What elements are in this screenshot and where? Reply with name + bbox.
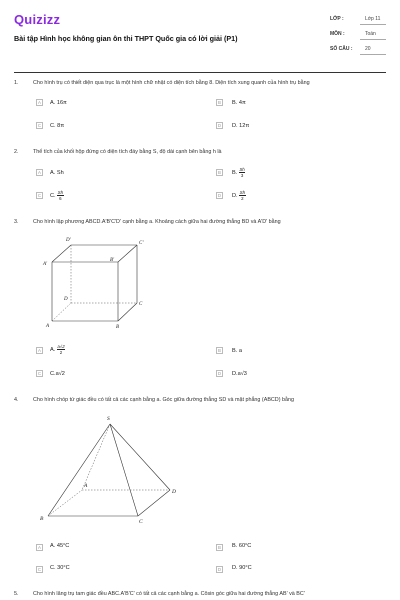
option-a-text[interactable]: A. Sh [50, 170, 64, 176]
edge-sd [110, 424, 170, 490]
option-d-box[interactable]: D [217, 123, 222, 128]
option-d-text[interactable]: D. 90°C [232, 565, 252, 571]
option-b-text[interactable]: B. 60°C [232, 543, 252, 549]
fraction [239, 190, 245, 201]
fraction [239, 167, 245, 178]
fraction-denominator: 6 [59, 196, 62, 201]
question-number: 3. [14, 219, 19, 225]
fraction-denominator: 2 [241, 196, 244, 201]
vertex-label: B [40, 516, 44, 522]
question-number: 4. [14, 397, 19, 403]
question-text: Thể tích của khối hộp đứng có diện tích đáy bằng S, độ dài cạnh bên bằng h là [33, 149, 222, 155]
fraction-denominator: 3 [240, 173, 244, 178]
vertex-label: C [139, 519, 143, 525]
vertex-label: C [139, 302, 143, 307]
fraction-numerator: Sh [57, 190, 64, 195]
edge-b1c1 [118, 245, 137, 262]
subject-label: MÔN : [330, 31, 345, 37]
option-a-text[interactable]: A. 45°C [50, 543, 70, 549]
option-c-text[interactable] [50, 190, 64, 201]
option-b-text[interactable]: B. a [232, 348, 242, 354]
option-c-prefix: C. [50, 192, 56, 199]
fraction [57, 190, 63, 201]
count-label: SỐ CÂU : [330, 46, 353, 52]
option-b-box[interactable]: B [216, 347, 223, 354]
option-a-box[interactable]: A [36, 347, 43, 354]
vertex-label: B' [110, 258, 115, 263]
option-c-box[interactable]: C [37, 371, 42, 376]
edge-sc [110, 424, 138, 516]
vertex-label: B [116, 325, 120, 330]
pyramid-figure [38, 412, 188, 527]
class-value: Lớp 11 [365, 16, 381, 22]
option-a-text[interactable]: A. 16π [50, 100, 67, 106]
option-c-box[interactable]: C [37, 567, 42, 572]
option-d-text[interactable]: D. 12π [232, 123, 250, 129]
option-b-box[interactable]: B [216, 544, 223, 551]
option-b-box[interactable]: B [216, 99, 223, 106]
option-a-text[interactable] [50, 344, 65, 355]
fraction [57, 344, 65, 355]
class-underline [360, 24, 386, 25]
header-divider [14, 72, 386, 73]
question-number: 5. [14, 591, 19, 597]
vertex-label: S [107, 416, 110, 422]
option-b-box[interactable]: B [216, 169, 223, 176]
count-underline [360, 54, 386, 55]
cube-figure [36, 232, 146, 332]
worksheet-title: Bài tập Hình học không gian ôn thi THPT Quốc gia có lời giải (P1) [14, 34, 238, 43]
option-c-text[interactable]: C. 8π [50, 123, 65, 129]
option-a-box[interactable]: A [36, 544, 43, 551]
option-b-text[interactable] [232, 167, 245, 178]
hidden-edge-sa [82, 424, 110, 490]
option-a-prefix: A. [50, 346, 56, 353]
option-d-box[interactable]: D [217, 371, 222, 376]
question-text: Cho hình chóp tứ giác đều có tất cả các cạnh bằng a. Góc giữa đường thẳng SD và mặt phẳng (ABCD) bằng [33, 397, 294, 403]
vertex-label: A [84, 483, 88, 489]
fraction-denominator: 2 [59, 350, 63, 355]
fraction-numerator: a√2 [57, 344, 65, 349]
fraction-numerator: Sh [239, 167, 245, 172]
vertex-label: D [172, 489, 176, 495]
option-d-text[interactable]: D.a√3 [232, 371, 247, 377]
count-value: 20 [365, 46, 371, 52]
option-b-prefix: B. [232, 169, 238, 176]
vertex-label: D [64, 297, 68, 302]
option-d-box[interactable]: D [217, 567, 222, 572]
subject-value: Toán [365, 31, 376, 37]
option-d-text[interactable] [232, 190, 246, 201]
vertex-label: A' [43, 262, 48, 267]
vertex-label: A [46, 324, 50, 329]
question-text: Cho hình lăng trụ tam giác đều ABC.A'B'C' có tất cả các cạnh bằng a. Côsin góc giữa hai đường thẳng AB' và BC' [33, 591, 305, 597]
option-c-box[interactable]: C [37, 123, 42, 128]
edge-sb [48, 424, 110, 516]
option-c-text[interactable]: C.a√2 [50, 371, 65, 377]
vertex-label: C' [139, 241, 144, 246]
question-text: Cho hình lập phương ABCD.A'B'C'D' cạnh bằng a. Khoảng cách giữa hai đường thẳng BD và A'D' bằng [33, 219, 281, 225]
option-c-box[interactable]: C [37, 193, 42, 198]
subject-underline [360, 39, 386, 40]
option-c-text[interactable]: C. 30°C [50, 565, 70, 571]
question-number: 1. [14, 80, 19, 86]
option-b-text[interactable]: B. 4π [232, 100, 246, 106]
hidden-edge-ab [48, 490, 82, 516]
option-d-box[interactable]: D [217, 193, 222, 198]
question-text: Cho hình trụ có thiết diện qua trục là một hình chữ nhật có diện tích bằng 8. Diện tích xung quanh của hình trụ bằng [33, 80, 310, 86]
edge-cd [138, 490, 170, 516]
edge-a1d1 [52, 245, 71, 262]
vertex-label: D' [66, 238, 71, 243]
quizizz-logo: Quizizz [14, 12, 61, 27]
fraction-numerator: Sh [239, 190, 246, 195]
class-label: LỚP : [330, 16, 344, 22]
option-a-box[interactable]: A [36, 99, 43, 106]
option-a-box[interactable]: A [36, 169, 43, 176]
option-d-prefix: D. [232, 192, 238, 199]
question-number: 2. [14, 149, 19, 155]
edge-bc [118, 303, 137, 321]
hidden-edge-ad [52, 303, 71, 321]
